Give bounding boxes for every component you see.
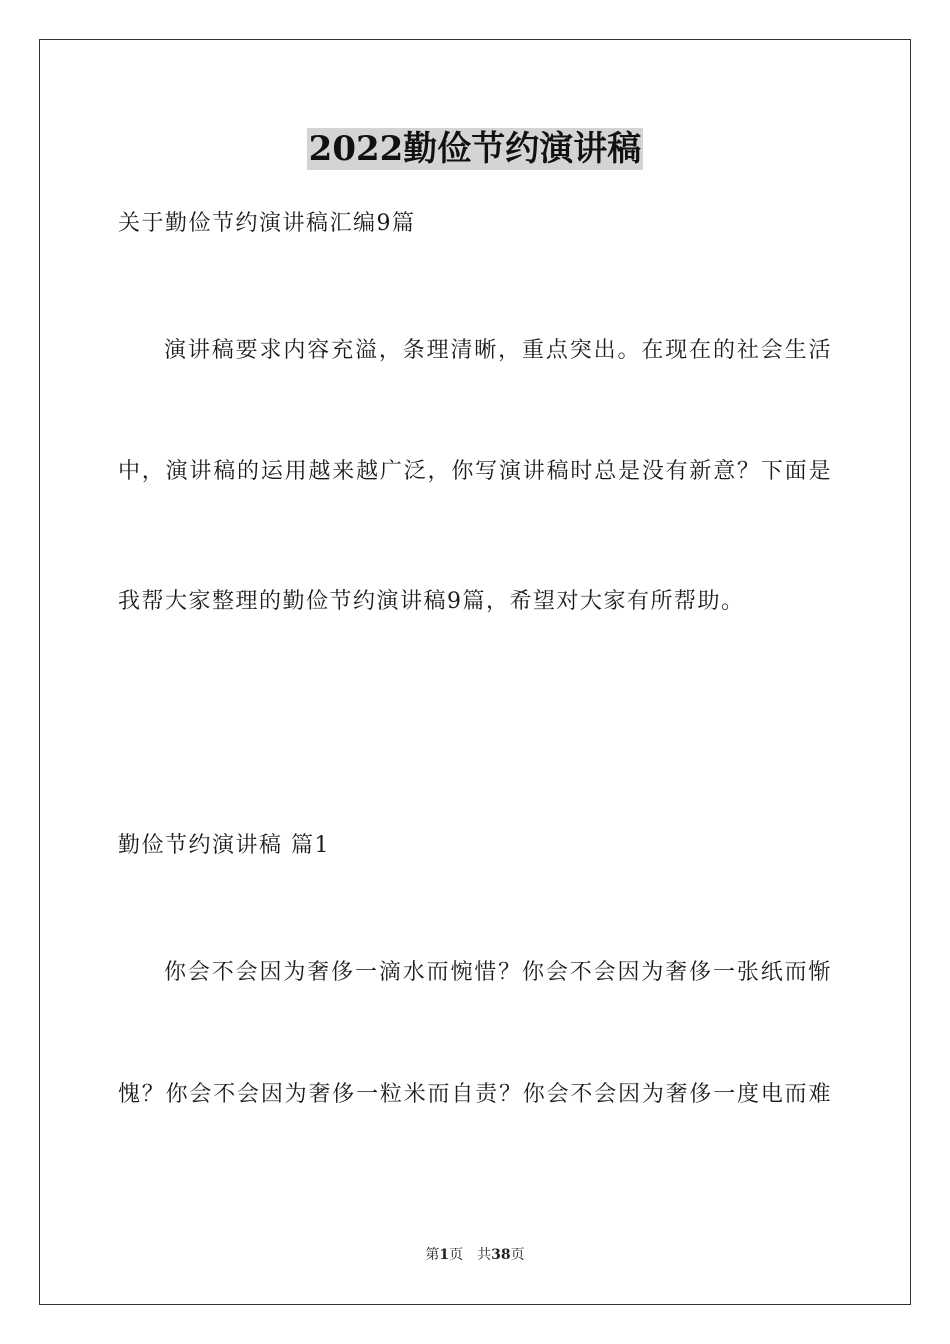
footer-page-prefix: 第	[425, 1247, 440, 1263]
footer-total-pages: 38	[491, 1247, 511, 1263]
footer-total-suffix: 页	[510, 1247, 525, 1263]
document-subtitle: 关于勤俭节约演讲稿汇编9篇	[118, 211, 416, 236]
page-footer	[0, 1246, 950, 1264]
intro-line-1: 演讲稿要求内容充溢，条理清晰，重点突出。在现在的社会生活	[164, 338, 832, 363]
document-title: 2022勤俭节约演讲稿	[308, 129, 642, 169]
footer-total-prefix: 共	[477, 1247, 492, 1263]
footer-page-suffix: 页	[449, 1247, 464, 1263]
intro-line-2: 中，演讲稿的运用越来越广泛，你写演讲稿时总是没有新意？下面是	[118, 459, 832, 484]
section-heading: 勤俭节约演讲稿 篇1	[118, 833, 330, 858]
section-line-2: 愧？你会不会因为奢侈一粒米而自责？你会不会因为奢侈一度电而难	[118, 1082, 832, 1107]
title-container	[0, 128, 950, 170]
footer-page-number: 1	[439, 1247, 450, 1263]
intro-line-3: 我帮大家整理的勤俭节约演讲稿9篇，希望对大家有所帮助。	[118, 589, 745, 614]
section-line-1: 你会不会因为奢侈一滴水而惋惜？你会不会因为奢侈一张纸而惭	[164, 960, 832, 985]
